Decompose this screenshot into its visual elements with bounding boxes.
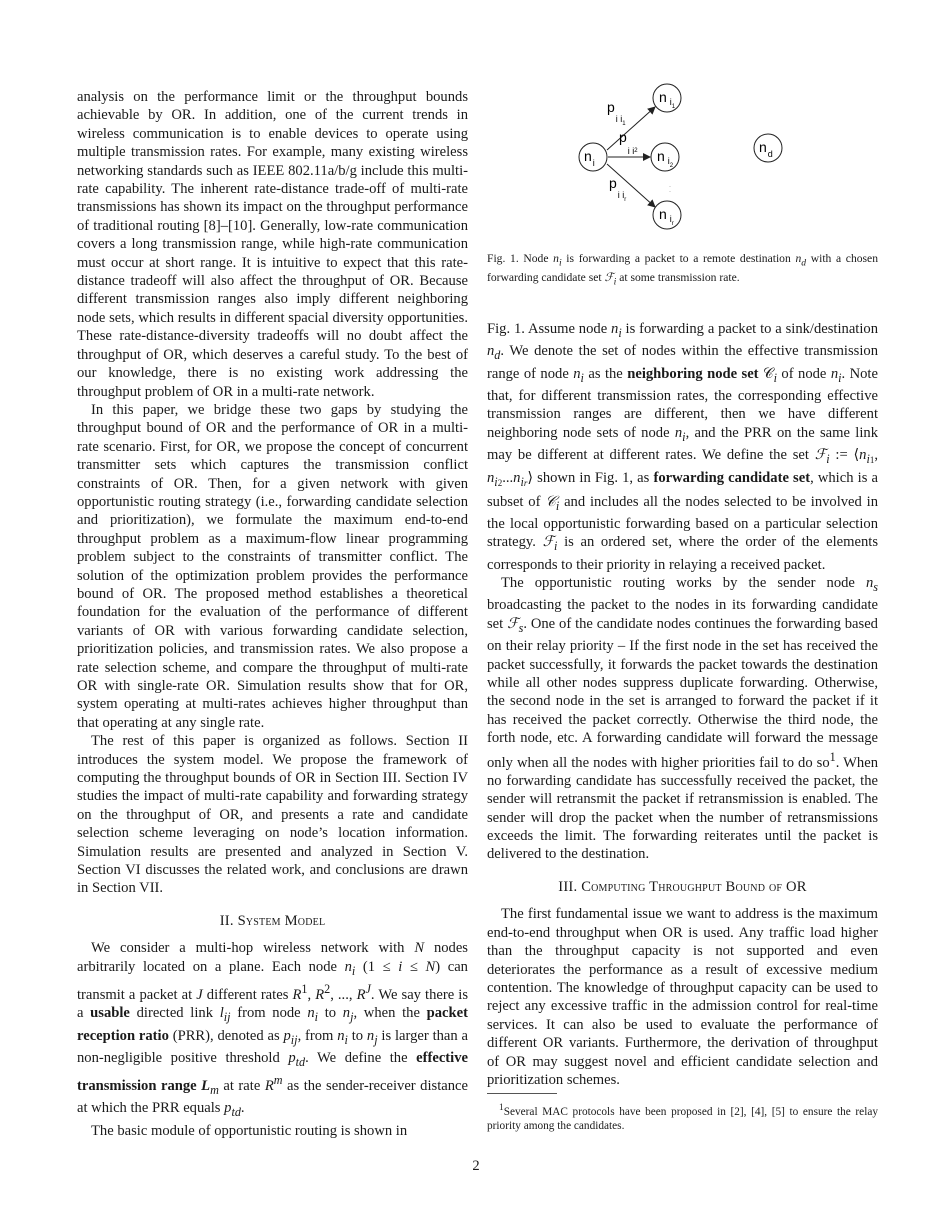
right-paragraph-3: The first fundamental issue we want to address is the maximum end-to-end throughput when OR is used. Any traffic load higher than the throughput capacity is not supported and even deteriorates the performance as a result of excessive medium contention. The knowledge of throughput capacity can be used to reject any excessive traffic in the admission control for real-time services. It can also be used to evaluate the performance of different OR variants. Furthermore, the derivation of throughput of OR may suggest novel and efficient candidate selection and prioritization schemes. — [487, 906, 878, 1088]
section-heading-throughput-bound: III. Computing Throughput Bound of OR — [558, 878, 807, 895]
right-column — [487, 320, 878, 1089]
footnote-divider — [487, 1093, 557, 1094]
left-paragraph-5: The basic module of opportunistic routing is shown in — [91, 1122, 408, 1139]
svg-text:·: · — [669, 189, 671, 195]
label-node-destination: $n_d$ — [759, 139, 773, 159]
page-number: 2 — [472, 1158, 480, 1174]
label-node-candidate-r: n $_{ir}$ — [659, 206, 674, 227]
figure-1-diagram — [487, 80, 878, 255]
left-paragraph-2: In this paper, we bridge these two gaps by studying the throughput bound of OR and the performance of OR in a multi-rate scenario. First, for OR, we propose the concept of concurrent transmitter sets which captures the transmission conflict constraints of OR. Then, for a given network with given opportunistic routing strategy (i.e., forwarding candidate selection and prioritization), we formulate the maximum end-to-end throughput problem as a maximum-flow linear programming problem subject to the constraints of transmitter conflict. The solution of the optimization problem provides the performance bound of OR. The proposed method establishes a theoretical foundation for the evaluation of the performance of different variants of OR with various forwarding candidate selection, prioritization policies, and transmission rates. We also propose a rate selection scheme, and compare the throughput of multi-rate OR with single-rate OR. Simulation results show that for OR, system operating at multi-rates achieves higher throughput than that operating at any single rate. — [77, 401, 468, 731]
right-paragraph-1: Fig. 1. Assume node $n_i$ is forwarding a packet to a sink/destination $n_d$. We denote the set of nodes within the effective transmission range of node $n_i$ as the neighboring node set 𝒞$_i$ of node $n_i$. Note that, for different transmission rates, the corresponding effective transmission ranges are different, then we have different neighboring node sets of node $n_i$, and the PRR on the same link may be different at different rates. We define the set ℱ$_i$ := $⟨n_{i1}$, $n_{i2}...n_{ir}⟩$ shown in Fig. 1, as forwarding candidate set, which is a subset of 𝒞$_i$ and includes all the nodes selected to be involved in the local opportunistic forwarding based on a particular selection strategy. ℱ$_i$ is an ordered set, where the order of the elements corresponds to their priority in relaying a received packet. — [487, 321, 879, 573]
label-edge-1: $p_{i i1}$ — [607, 99, 626, 127]
node-candidate-r — [653, 201, 681, 229]
label-edge-r: $p_{i ir}$ — [609, 175, 627, 203]
footnote-marker: 1 — [829, 749, 836, 764]
label-node-candidate-1: n $_{i1}$ — [659, 89, 676, 110]
label-edge-2: $p_{i i}2$ — [619, 129, 638, 156]
right-paragraph-2: The opportunistic routing works by the sender node $n_s$ broadcasting the packet to the nodes in its forwarding candidate set ℱ$_s$. One of the candidate nodes continues the forwarding based on their relay priority – If the first node in the set has received the packet successfully, it forwards the packet towards the destination while all other nodes suppress duplicate forwarding. Otherwise, the second node in the set is arranged to forward the packet if it has received the packet correctly. Otherwise the third node, the forth node, etc. A forwarding candidate will forward the message only when all the nodes with higher priorities fail to do $so^1$. When no forwarding candidate has successfully received the packet, the sender will retransmit the packet if retransmission is enabled. The sender will drop the packet when the number of retransmissions exceeds the limit. The forwarding reiterates until the packet is delivered to the destination. — [487, 575, 878, 863]
label-node-candidate-2: n $_{i2}$ — [657, 148, 674, 169]
figure-1-caption: Fig. 1. Node $n_i$ is forwarding a packet to a remote destination $n_d$ with a chosen forwarding candidate set ℱ$_i$ at some transmission rate. — [487, 252, 878, 288]
left-paragraph-1: analysis on the performance limit or the throughput bounds achievable by OR. In addition, one of the current trends in wireless communication is to enable devices to operate using multiple transmission rates. For example, many existing wireless networking standards such as IEEE 802.11a/b/g include this multi-rate capability. The inherent rate-distance trade-off of multi-rate transmissions has shown its impact on the throughput performance of traditional routing [8]–[10]. Generally, low-rate communication covers a long transmission range, while high-rate communication must occur at short range. It is intuitive to expect that this rate-distance tradeoff will also affect the throughput of OR. Because different transmission ranges also imply different neighboring node sets, which results in different spacial diversity opportunities. These rate-distance-diversity tradeoffs will no doubt affect the throughput of OR, which deserves a careful study. To the best of our knowledge, there is no existing work addressing the throughput problem of OR in a multi-rate network. — [77, 89, 468, 400]
left-paragraph-system-model: We consider a multi-hop wireless network with N nodes arbitrarily located on a plane. Each node $n_i$ (1 ≤ i ≤ N) can transmit a packet at J different rates $R^1$, $R^2$, ..., $R^J$. We say there is a usable directed link $l_{ij}$ from node $n_i$ to $n_j$, when the packet reception ratio (PRR), denoted as $p_{ij}$, from $n_i$ to $n_j$ is larger than a non-negligible positive threshold $p_{td}$. We define the effective transmission range $L_m$ at rate $R^m$ as the sender-receiver distance at which the PRR equals $p_{td}$. — [77, 940, 469, 1120]
node-candidate-1 — [653, 84, 681, 112]
section-heading-system-model: II. System Model — [219, 912, 326, 929]
footnote: $^1$Several MAC protocols have been proposed in [2], [4], [5] to ensure the relay priority among the candidates. — [487, 1103, 878, 1132]
node-candidate-2 — [651, 143, 679, 171]
label-node-source: $n_i$ — [584, 148, 595, 168]
left-paragraph-3: The rest of this paper is organized as follows. Section II introduces the system model. We propose the framework of computing the throughput bounds of OR in Section III. Section IV studies the impact of multi-rate capability and forwarding strategy on the throughput of OR, and presents a rate and candidate selection scheme leveraging on node’s location information. Simulation results are presented and analyzed in Section V. Section VI discusses the related work, and conclusions are drawn in Section VII. — [77, 733, 468, 897]
left-column — [77, 88, 468, 1140]
ellipsis-dots: · — [669, 184, 671, 190]
